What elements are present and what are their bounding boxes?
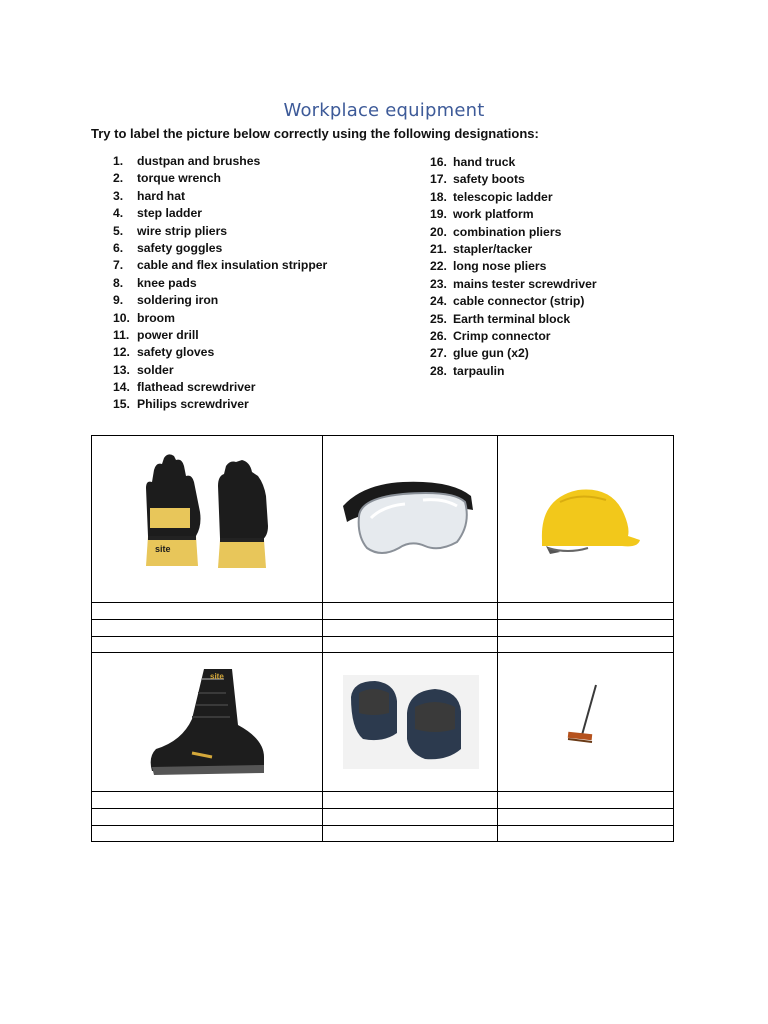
- item-label: cable and flex insulation stripper: [137, 258, 328, 273]
- list-item: [430, 241, 597, 258]
- page-title: Workplace equipment: [283, 100, 485, 121]
- item-number: 26.: [430, 328, 447, 343]
- table-rule: [92, 619, 673, 620]
- image-cell: [498, 436, 674, 602]
- list-item: [113, 327, 327, 344]
- item-label: stapler/tacker: [453, 241, 533, 256]
- table-rule: [92, 602, 673, 603]
- list-item: [430, 328, 597, 345]
- item-label: solder: [137, 362, 174, 377]
- item-number: 22.: [430, 259, 447, 274]
- item-number: 25.: [430, 311, 447, 326]
- item-number: 17.: [430, 172, 447, 187]
- item-number: 21.: [430, 241, 447, 256]
- item-label: wire strip pliers: [137, 223, 228, 238]
- image-cell: [323, 653, 497, 791]
- safety-boot-icon: [92, 653, 322, 791]
- item-label: soldering iron: [137, 293, 219, 308]
- item-label: flathead screwdriver: [137, 380, 256, 395]
- list-item: [113, 153, 327, 170]
- list-item: [430, 276, 597, 293]
- table-rule: [92, 636, 673, 637]
- list-item: [430, 345, 597, 362]
- item-label: combination pliers: [453, 224, 562, 239]
- list-item: [113, 275, 327, 292]
- list-item: [430, 189, 597, 206]
- item-label: telescopic ladder: [453, 189, 553, 204]
- table-rule: [92, 825, 673, 826]
- item-label: torque wrench: [137, 171, 221, 186]
- knee-pads-icon: [323, 653, 497, 791]
- hard-hat-icon: [498, 436, 674, 602]
- list-item: [113, 170, 327, 187]
- labeling-table: [91, 435, 674, 842]
- list-item: [430, 224, 597, 241]
- item-label: cable connector (strip): [453, 294, 585, 309]
- item-label: Philips screwdriver: [137, 397, 249, 412]
- safety-gloves-icon: [92, 436, 322, 602]
- safety-goggles-icon: [323, 436, 497, 602]
- item-number: 12.: [113, 345, 130, 360]
- list-item: [430, 311, 597, 328]
- item-number: 18.: [430, 189, 447, 204]
- image-cell: [92, 436, 322, 602]
- item-label: safety goggles: [137, 240, 223, 255]
- item-number: 4.: [113, 206, 124, 221]
- list-item: [430, 206, 597, 223]
- item-label: work platform: [453, 207, 534, 222]
- item-number: 8.: [113, 275, 124, 290]
- list-item: [113, 344, 327, 361]
- item-number: 28.: [430, 363, 447, 378]
- item-label: Crimp connector: [453, 328, 551, 343]
- item-number: 24.: [430, 294, 447, 309]
- list-item: [430, 154, 597, 171]
- item-label: broom: [137, 310, 175, 325]
- svg-text:site: site: [210, 672, 224, 681]
- item-label: Earth terminal block: [453, 311, 571, 326]
- item-label: knee pads: [137, 275, 197, 290]
- item-number: 23.: [430, 276, 447, 291]
- item-label: step ladder: [137, 206, 203, 221]
- table-rule: [92, 791, 673, 792]
- image-cell: [323, 436, 497, 602]
- item-label: long nose pliers: [453, 259, 547, 274]
- item-number: 27.: [430, 346, 447, 361]
- item-number: 20.: [430, 224, 447, 239]
- list-item: [113, 188, 327, 205]
- item-number: 19.: [430, 207, 447, 222]
- item-label: hand truck: [453, 155, 516, 169]
- designations-list-left: [113, 153, 327, 414]
- image-cell: [92, 653, 322, 791]
- item-label: safety gloves: [137, 345, 215, 360]
- item-number: 5.: [113, 223, 124, 238]
- list-item: [113, 292, 327, 309]
- item-number: 15.: [113, 397, 130, 412]
- list-item: [430, 258, 597, 275]
- broom-icon: [498, 653, 674, 791]
- list-item: [113, 257, 327, 274]
- item-number: 14.: [113, 380, 130, 395]
- list-item: [113, 240, 327, 257]
- item-number: 16.: [430, 155, 447, 169]
- svg-text:site: site: [155, 544, 171, 554]
- item-label: tarpaulin: [453, 363, 505, 378]
- item-label: power drill: [137, 327, 199, 342]
- list-item: [113, 362, 327, 379]
- item-number: 2.: [113, 171, 124, 186]
- item-label: dustpan and brushes: [137, 154, 261, 168]
- list-item: [113, 396, 327, 413]
- instruction-text: Try to label the picture below correctly using the following designations:: [91, 126, 539, 141]
- image-cell: [498, 653, 674, 791]
- item-number: 7.: [113, 258, 124, 273]
- item-label: mains tester screwdriver: [453, 276, 597, 291]
- list-item: [430, 171, 597, 188]
- list-item: [113, 310, 327, 327]
- item-label: safety boots: [453, 172, 525, 187]
- item-label: glue gun (x2): [453, 346, 529, 361]
- list-item: [113, 223, 327, 240]
- list-item: [430, 293, 597, 310]
- item-number: 3.: [113, 188, 124, 203]
- designations-list-right: [430, 154, 597, 380]
- list-item: [113, 379, 327, 396]
- item-label: hard hat: [137, 188, 186, 203]
- item-number: 6.: [113, 240, 124, 255]
- list-item: [430, 363, 597, 380]
- item-number: 10.: [113, 310, 130, 325]
- item-number: 11.: [113, 327, 130, 342]
- item-number: 1.: [113, 154, 124, 168]
- item-number: 13.: [113, 362, 130, 377]
- list-item: [113, 205, 327, 222]
- item-number: 9.: [113, 293, 124, 308]
- table-rule: [92, 808, 673, 809]
